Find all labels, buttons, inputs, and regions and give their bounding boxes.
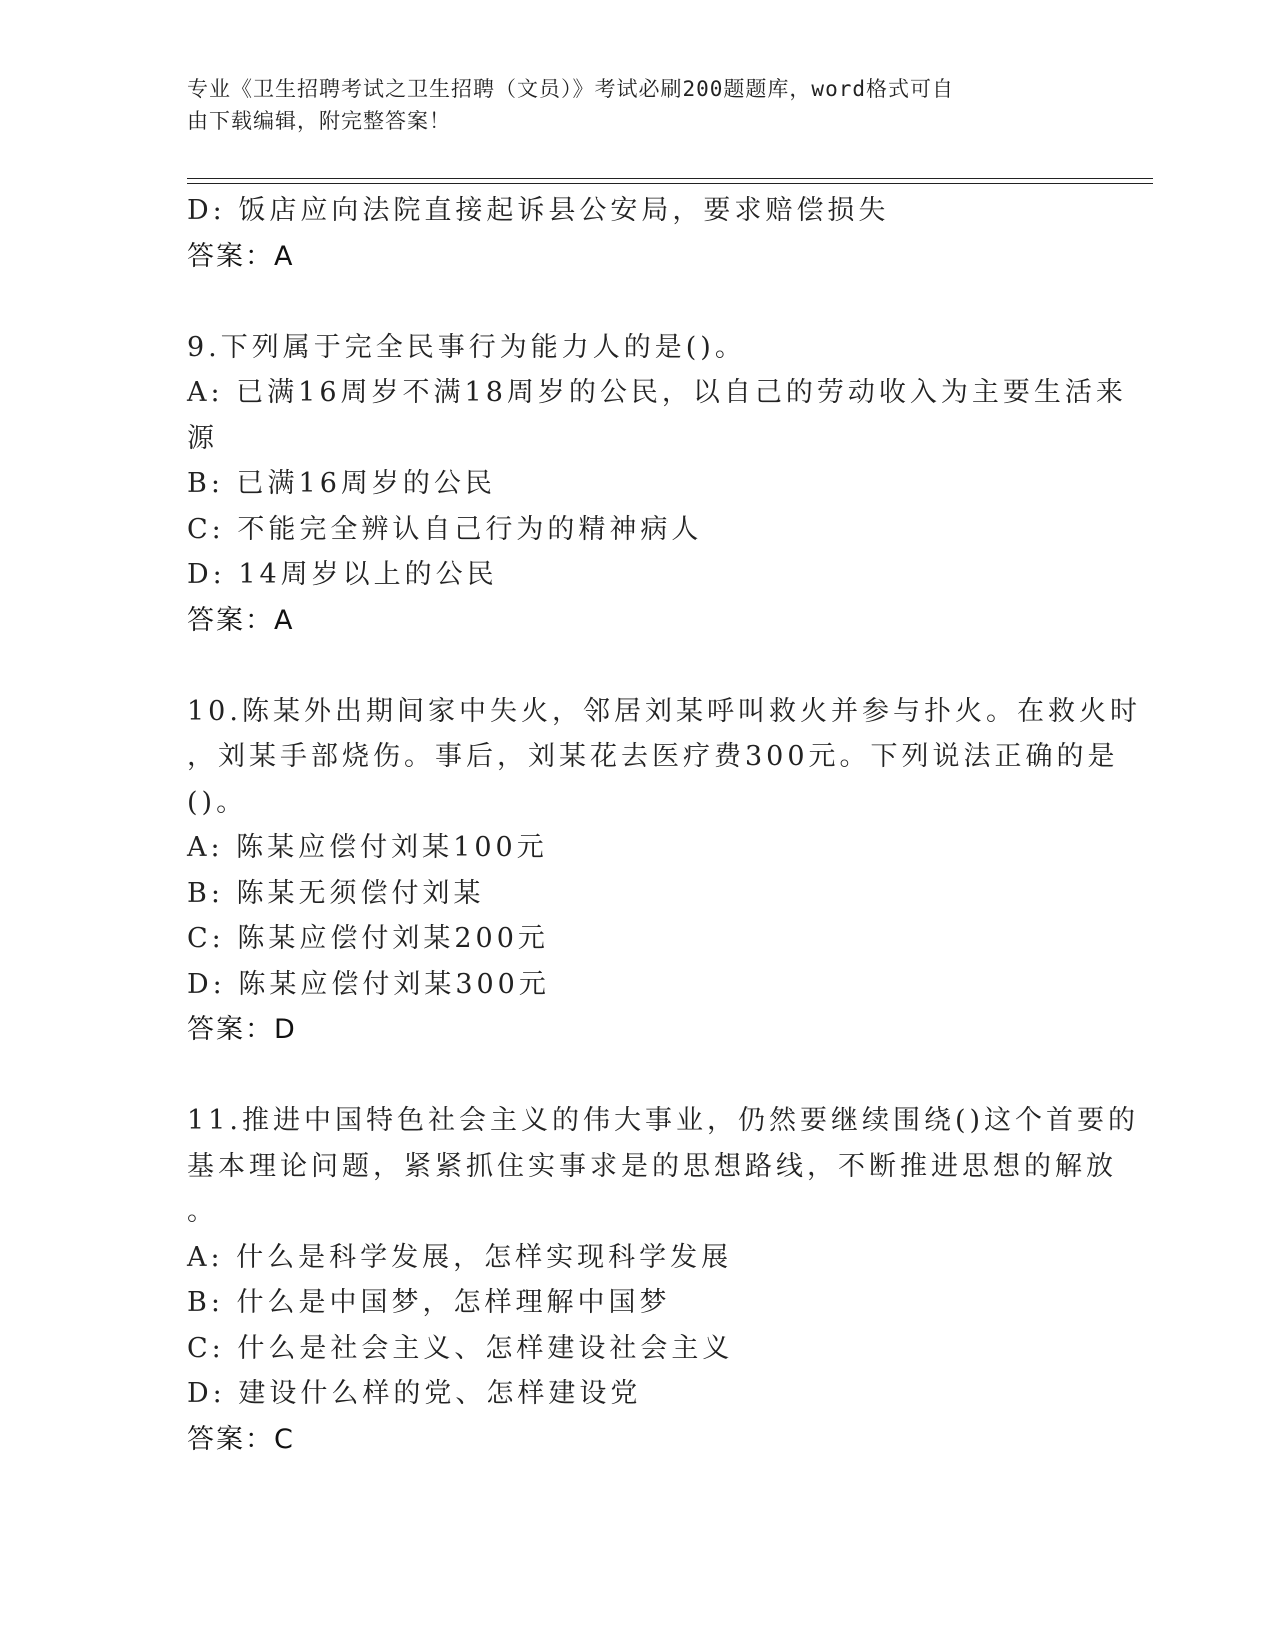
answer-line: 答案：C [187,1423,295,1455]
question-stem: 10.陈某外出期间家中失火，邻居刘某呼叫救火并参与扑火。在救火时 [187,695,1141,727]
option-d: D: 陈某应偿付刘某300元 [187,968,550,1000]
option-a: A: 陈某应偿付刘某100元 [187,832,548,863]
option-d: D: 饭店应向法院直接起诉县公安局，要求赔偿损失 [187,195,890,226]
option-b: B: 什么是中国梦，怎样理解中国梦 [187,1287,671,1318]
header-divider-bottom [187,183,1153,184]
question-content [187,188,1141,1462]
answer-line: 答案：D [187,1014,297,1045]
option-c: C: 不能完全辨认自己行为的精神病人 [187,513,703,545]
option-c: C: 陈某应偿付刘某200元 [187,923,549,954]
header-line-1: 专业《卫生招聘考试之卫生招聘（文员）》考试必刷200题题库，word格式可自 [187,77,954,101]
question-10 [187,689,1141,1053]
question-11 [187,1098,1140,1462]
option-d: D: 建设什么样的党、怎样建设党 [187,1378,642,1409]
option-c: C: 什么是社会主义、怎样建设社会主义 [187,1332,734,1364]
option-a: A: 已满16周岁不满18周岁的公民，以自己的劳动收入为主要生活来 [187,377,1127,408]
question-stem-continued: 。 [187,1196,218,1227]
header-divider-top [187,178,1153,179]
option-b: B: 陈某无须偿付刘某 [187,877,485,909]
option-a: A: 什么是科学发展，怎样实现科学发展 [187,1241,733,1273]
document-header [187,73,1067,137]
answer-line: 答案：A [187,604,295,636]
question-stem-continued: ()。 [187,786,248,818]
answer-line: 答案：A [187,240,295,272]
option-b: B: 已满16周岁的公民 [187,468,496,499]
question-9 [187,325,1127,644]
question-stem: 11.推进中国特色社会主义的伟大事业，仍然要继续围绕()这个首要的 [187,1105,1140,1136]
header-line-2: 由下载编辑，附完整答案！ [187,109,451,133]
question-stem-continued: 基本理论问题，紧紧抓住实事求是的思想路线，不断推进思想的解放 [187,1150,1117,1182]
question-stem: 9.下列属于完全民事行为能力人的是()。 [187,331,746,363]
option-d: D: 14周岁以上的公民 [187,559,498,590]
question-8-tail [187,188,1107,279]
option-a-continued: 源 [187,422,218,454]
question-stem-continued: ，刘某手部烧伤。事后，刘某花去医疗费300元。下列说法正确的是 [187,741,1119,772]
